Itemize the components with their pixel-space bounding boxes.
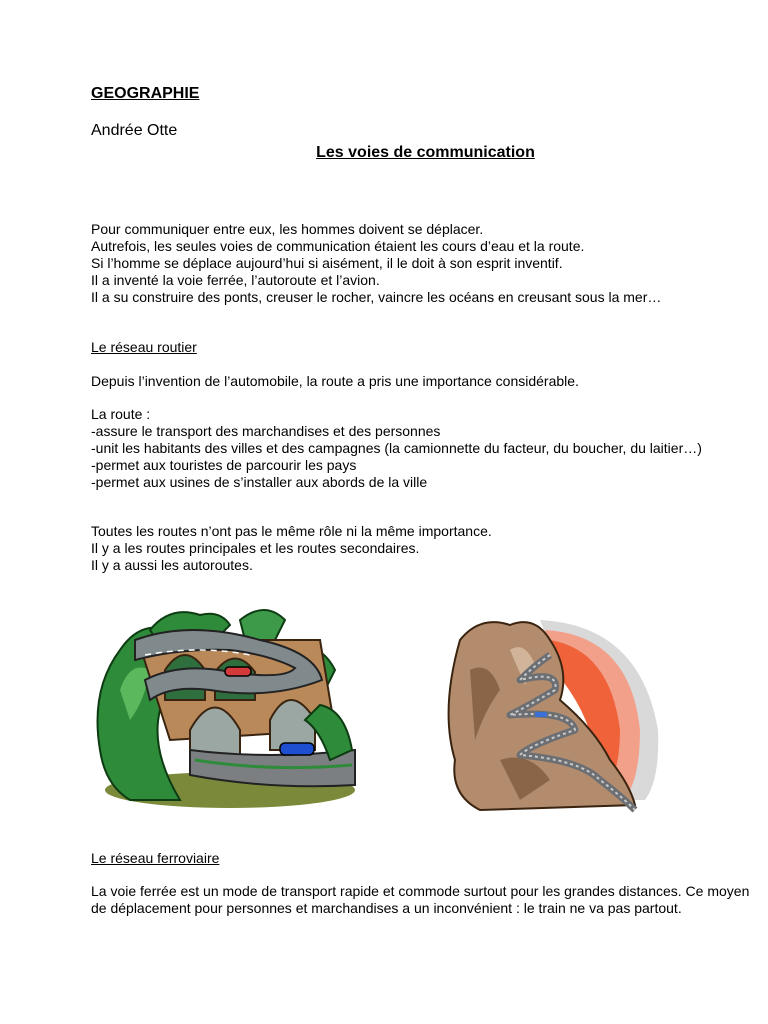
road-intro: Depuis l’invention de l’automobile, la route a pris une importance considérable. bbox=[91, 373, 579, 389]
road-closing bbox=[91, 523, 751, 574]
road-list-item: -permet aux usines de s’installer aux abords de la ville bbox=[91, 474, 428, 490]
intro-paragraph bbox=[91, 221, 751, 306]
road-list-lead: La route : bbox=[91, 406, 151, 422]
rail-paragraph: La voie ferrée est un mode de transport rapide et commode surtout pour les grandes distances. Ce moyen de déplacement pour personnes et marchandises a un inconvénient : le train ne va pas partout. bbox=[91, 883, 750, 916]
road-list-item: -unit les habitants des villes et des campagnes (la camionnette du facteur, du boucher, du laitier…) bbox=[91, 440, 702, 456]
intro-line: Autrefois, les seules voies de communication étaient les cours d’eau et la route. bbox=[91, 238, 585, 254]
road-section-heading: Le réseau routier bbox=[91, 339, 197, 355]
intro-line: Pour communiquer entre eux, les hommes doivent se déplacer. bbox=[91, 221, 484, 237]
subject-heading: GEOGRAPHIE bbox=[91, 85, 200, 102]
rail-section-heading: Le réseau ferroviaire bbox=[91, 850, 220, 866]
road-list-item: -assure le transport des marchandises et des personnes bbox=[91, 423, 441, 439]
page-title: Les voies de communication bbox=[316, 144, 535, 161]
road-closing-line: Il y a aussi les autoroutes. bbox=[91, 557, 253, 573]
road-closing-line: Toutes les routes n’ont pas le même rôle ni la même importance. bbox=[91, 523, 492, 539]
bridge-road-illustration bbox=[90, 600, 360, 815]
intro-line: Si l’homme se déplace aujourd’hui si aisément, il le doit à son esprit inventif. bbox=[91, 255, 563, 271]
road-list-item: -permet aux touristes de parcourir les pays bbox=[91, 457, 357, 473]
intro-line: Il a inventé la voie ferrée, l’autoroute et l’avion. bbox=[91, 272, 380, 288]
road-closing-line: Il y a les routes principales et les routes secondaires. bbox=[91, 540, 420, 556]
road-list bbox=[91, 406, 751, 491]
author-name: Andrée Otte bbox=[91, 122, 178, 139]
mountain-road-illustration bbox=[440, 610, 662, 818]
intro-line: Il a su construire des ponts, creuser le rocher, vaincre les océans en creusant sous la mer… bbox=[91, 289, 662, 305]
